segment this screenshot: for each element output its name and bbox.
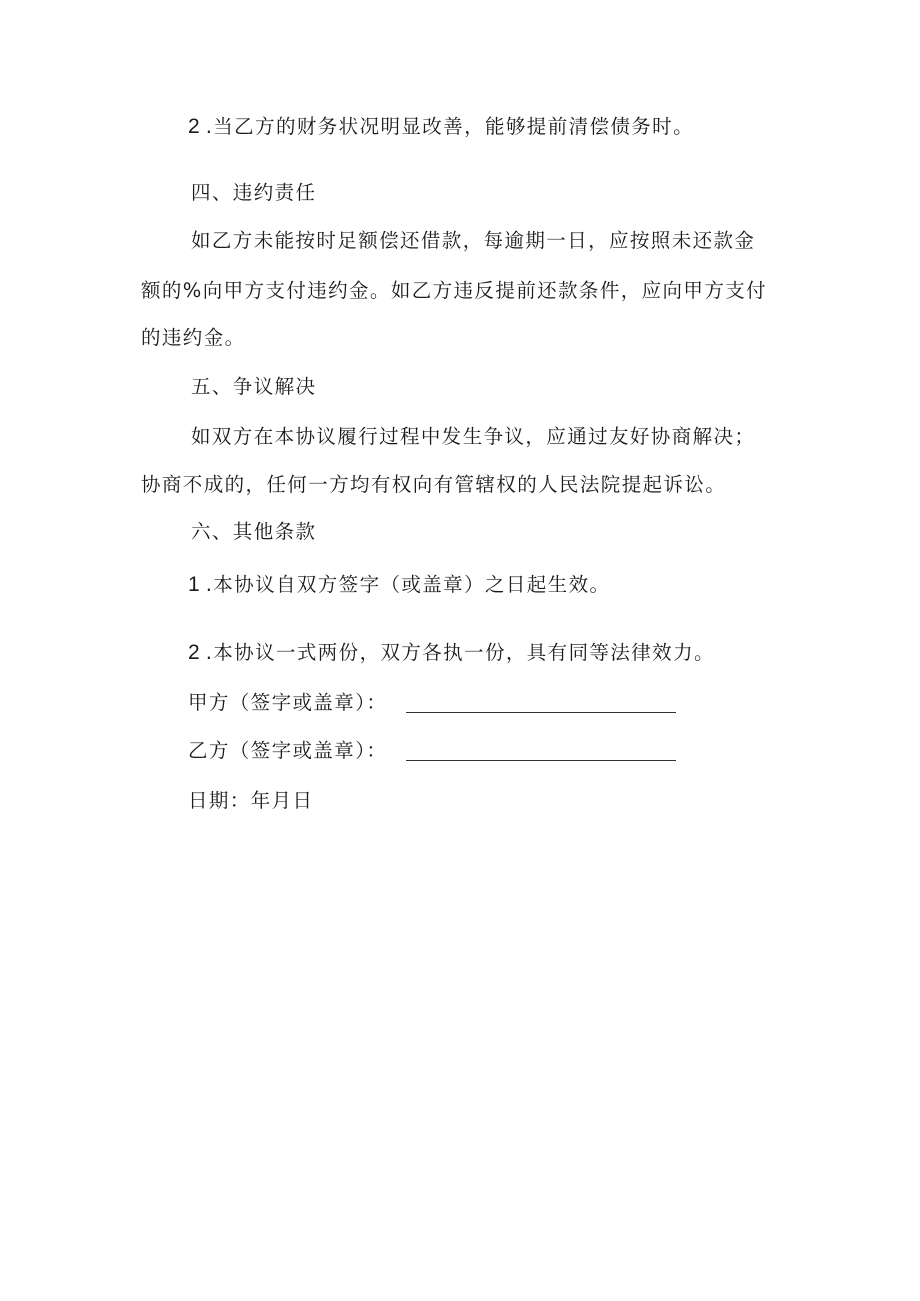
signature-line bbox=[406, 760, 676, 761]
signature-party-b bbox=[188, 738, 387, 764]
section-heading-breach: 四、违约责任 bbox=[191, 181, 317, 204]
paragraph-line: 如乙方未能按时足额偿还借款，每逾期一日，应按照未还款金 bbox=[191, 229, 756, 252]
clause-3-item-2 bbox=[188, 114, 694, 140]
signature-label: 乙方（签字或盖章）： bbox=[188, 739, 388, 762]
signature-party-a bbox=[188, 690, 387, 716]
clause-number: 1 bbox=[188, 573, 200, 596]
clause-number: 2 bbox=[188, 641, 200, 664]
clause-6-item-1 bbox=[188, 572, 610, 598]
clause-6-item-2 bbox=[188, 640, 715, 666]
paragraph-line: 额的%向甲方支付违约金。如乙方违反提前还款条件，应向甲方支付 bbox=[141, 279, 768, 302]
section-heading-other: 六、其他条款 bbox=[191, 520, 317, 543]
clause-text: .本协议一式两份，双方各执一份，具有同等法律效力。 bbox=[205, 641, 715, 664]
paragraph-line: 如双方在本协议履行过程中发生争议，应通过友好协商解决； bbox=[191, 425, 756, 448]
section-heading-dispute: 五、争议解决 bbox=[191, 375, 317, 398]
clause-number: 2 bbox=[188, 115, 200, 138]
signature-label: 甲方（签字或盖章）： bbox=[188, 691, 388, 714]
date-field: 日期：年月日 bbox=[188, 789, 314, 812]
signature-line bbox=[406, 712, 676, 713]
paragraph-line: 协商不成的，任何一方均有权向有管辖权的人民法院提起诉讼。 bbox=[141, 473, 727, 496]
clause-text: .本协议自双方签字（或盖章）之日起生效。 bbox=[205, 573, 611, 596]
clause-text: .当乙方的财务状况明显改善，能够提前清偿债务时。 bbox=[205, 115, 694, 138]
paragraph-line: 的违约金。 bbox=[141, 326, 246, 349]
